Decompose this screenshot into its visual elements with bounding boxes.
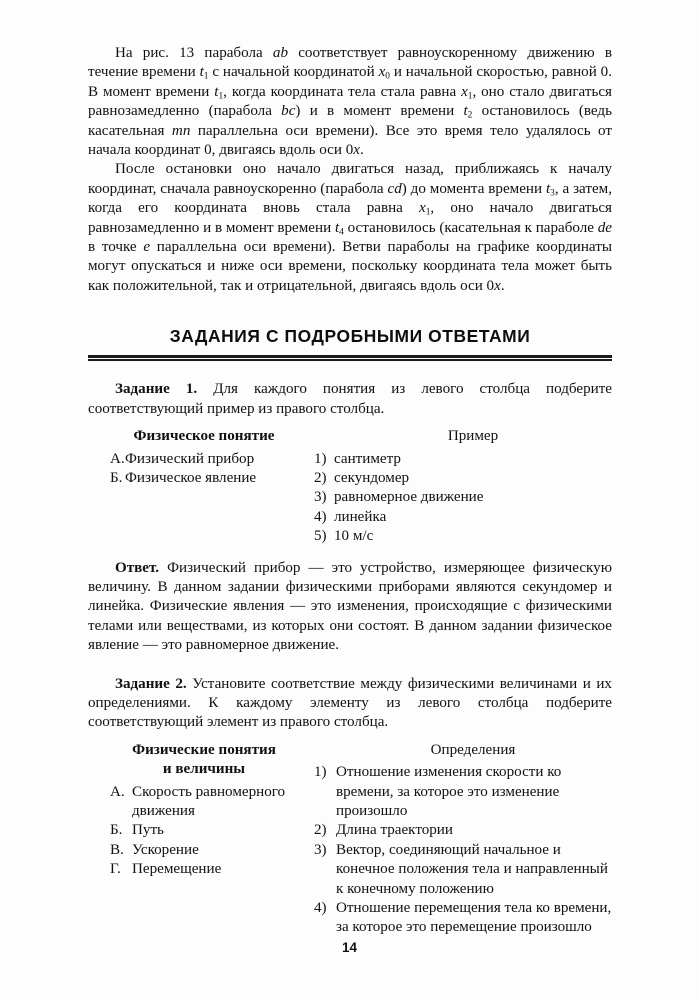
list-item-marker: 2)	[314, 469, 327, 486]
math-symbol: x	[461, 83, 468, 100]
task-1-answer-label: Ответ.	[115, 559, 160, 576]
task-2-prompt	[88, 675, 612, 733]
list-item-text: Ускорение	[132, 841, 199, 858]
subscript: 4	[339, 227, 344, 238]
list-item-marker: Г.	[110, 861, 121, 878]
math-symbol: t	[199, 64, 204, 81]
task-1-columns	[88, 427, 612, 546]
text-run: параллельна оси времени). Ветви параболы на графике координаты могут опускаться и ниже оси времени, поскольку координата тела может быть как положительной, так и отрицательной, двигаясь вдоль оси 0	[88, 239, 612, 294]
task-2-label: Задание 2.	[115, 675, 187, 692]
task-2-right-column	[314, 741, 612, 938]
task-2-left-list	[88, 783, 314, 880]
list-item	[314, 450, 612, 469]
subscript: 1	[425, 207, 431, 218]
list-item-text: равномерное движение	[334, 489, 484, 506]
text-run: На рис. 13 парабола	[115, 45, 273, 61]
list-item-marker: 3)	[314, 841, 327, 858]
math-symbol: t	[545, 180, 551, 197]
list-item-text: линейка	[334, 508, 387, 525]
list-item-marker: 1)	[314, 764, 327, 781]
text-run: .	[359, 142, 364, 159]
list-item-marker: В.	[110, 841, 124, 858]
list-item	[314, 821, 612, 840]
text-run: , оно начало двигаться равнозамедленно и в момент времени	[88, 200, 612, 236]
subscript: 1	[203, 72, 209, 83]
list-item-text: Скорость равномерного движения	[132, 783, 286, 819]
list-item	[110, 821, 314, 840]
task-2-right-title: Определения	[430, 741, 516, 758]
task-2-left-title-line-1: Физические понятия	[132, 741, 276, 758]
text-run: соответствует равноускоренному движению в течение времени	[88, 45, 612, 81]
task-1-block	[88, 380, 612, 655]
subscript: 3	[550, 188, 555, 199]
list-item	[110, 783, 314, 822]
intro-paragraph-2	[88, 160, 612, 296]
section-heading: ЗАДАНИЯ С ПОДРОБНЫМИ ОТВЕТАМИ	[169, 326, 531, 347]
math-symbol: t	[334, 219, 340, 236]
task-2-left-title-line-2: и величины	[162, 761, 246, 778]
text-run: с начальной координатой	[208, 64, 379, 81]
list-item-marker: Б.	[110, 469, 123, 486]
list-item-marker: А.	[110, 450, 125, 467]
math-symbol: cd	[387, 180, 402, 197]
list-item	[314, 899, 612, 938]
list-item	[314, 508, 612, 527]
text-run: в точке	[88, 239, 144, 256]
text-run: и начальной скоростью, равной 0. В момент времени	[88, 64, 612, 100]
task-2-columns	[88, 741, 612, 938]
list-item-marker: Б.	[110, 822, 123, 839]
intro-paragraph-1	[88, 44, 612, 160]
task-1-right-list	[314, 450, 612, 547]
list-item	[110, 450, 314, 469]
math-symbol: de	[597, 219, 612, 236]
list-item-marker: 4)	[314, 508, 327, 525]
text-run: ) и в момент времени	[295, 103, 464, 120]
math-symbol: x	[378, 64, 386, 81]
math-symbol: x	[494, 277, 501, 294]
task-1-answer-text: Физический прибор — это устройство, измеряющее физическую величину. В данном задании физическими приборами являются секундомер и линейка. Физические явления — это изменения, происходящие с физическими телами или веществами, из которых они состоят. В данном задании физическое явление — это равномерное движение.	[88, 559, 612, 654]
list-item-text: Путь	[132, 822, 164, 839]
list-item	[110, 469, 314, 488]
math-symbol: mn	[171, 122, 191, 139]
list-item-text: секундомер	[334, 469, 410, 486]
subscript: 1	[218, 91, 224, 102]
math-symbol: x	[353, 142, 360, 159]
section-heading-block	[88, 326, 612, 361]
task-1-label: Задание 1.	[115, 381, 198, 398]
list-item-text: 10 м/с	[334, 528, 374, 545]
text-run: После остановки оно начало двигаться назад, приближаясь к началу координат, сначала равноускоренно (парабола	[88, 161, 612, 197]
text-run: параллельна оси времени). Все это время тело удалялось от начала координат 0, двигаясь вдоль оси 0	[88, 122, 613, 159]
text-run: .	[500, 277, 505, 294]
list-item-text: Длина траектории	[336, 822, 453, 839]
list-item-text: сантиметр	[334, 450, 401, 467]
task-1-left-list	[88, 450, 314, 489]
list-item	[314, 841, 612, 899]
task-2-prompt-text: Установите соответствие между физическими величинами и их определениями. К каждому элементу из левого столбца подберите соответствующий элемент из правого столбца.	[88, 675, 612, 731]
task-1-left-column	[88, 427, 314, 546]
subscript: 0	[385, 72, 390, 83]
list-item-text: Перемещение	[132, 861, 222, 878]
subscript: 2	[467, 110, 473, 121]
text-run: остановилось (касательная к параболе	[343, 219, 598, 236]
list-item-text: Физический прибор	[125, 450, 255, 467]
math-symbol: t	[463, 103, 468, 120]
text-run: , когда координата тела стала равна	[223, 83, 462, 100]
math-symbol: t	[214, 83, 219, 100]
list-item-marker: 2)	[314, 822, 327, 839]
list-item-marker: 1)	[314, 450, 327, 467]
list-item	[314, 527, 612, 546]
task-1-prompt	[88, 380, 612, 419]
math-symbol: x	[419, 200, 426, 217]
list-item	[314, 763, 612, 821]
list-item	[110, 841, 314, 860]
list-item-text: Отношение изменения скорости ко времени, за которое это изменение произошло	[336, 764, 562, 819]
task-2-right-list	[314, 763, 612, 938]
text-run: ) до момента времени	[401, 180, 546, 197]
section-divider-rule	[88, 355, 612, 361]
text-run: , оно стало двигаться равнозамедленно (парабола	[88, 83, 612, 120]
list-item	[314, 488, 612, 507]
page-number: 14	[341, 940, 358, 955]
math-symbol: e	[143, 239, 151, 256]
math-symbol: bc	[281, 103, 296, 120]
math-symbol: ab	[272, 45, 288, 61]
list-item-text: Вектор, соединяющий начальное и конечное положения тела и направленный к конечному положению	[336, 841, 608, 897]
task-1-right-column	[314, 427, 612, 546]
task-1-left-title: Физическое понятие	[133, 428, 275, 445]
text-run: , а затем, когда его координата вновь стала равна	[88, 180, 612, 217]
text-run: остановилось (ведь касательная	[88, 103, 612, 139]
list-item	[110, 860, 314, 879]
list-item-marker: 4)	[314, 900, 327, 917]
task-1-answer	[88, 559, 612, 656]
task-1-prompt-text: Для каждого понятия из левого столбца подберите соответствующий пример из правого столбца.	[88, 381, 612, 417]
task-2-block	[88, 675, 612, 938]
page-content	[88, 44, 612, 938]
task-2-left-column	[88, 741, 314, 938]
list-item-marker: 3)	[314, 489, 327, 506]
list-item-marker: 5)	[314, 528, 327, 545]
list-item	[314, 469, 612, 488]
list-item-marker: А.	[110, 783, 125, 800]
task-1-right-title: Пример	[447, 428, 499, 445]
subscript: 1	[467, 91, 473, 102]
list-item-text: Отношение перемещения тела ко времени, за которое это перемещение произошло	[336, 900, 612, 936]
list-item-text: Физическое явление	[125, 469, 257, 486]
